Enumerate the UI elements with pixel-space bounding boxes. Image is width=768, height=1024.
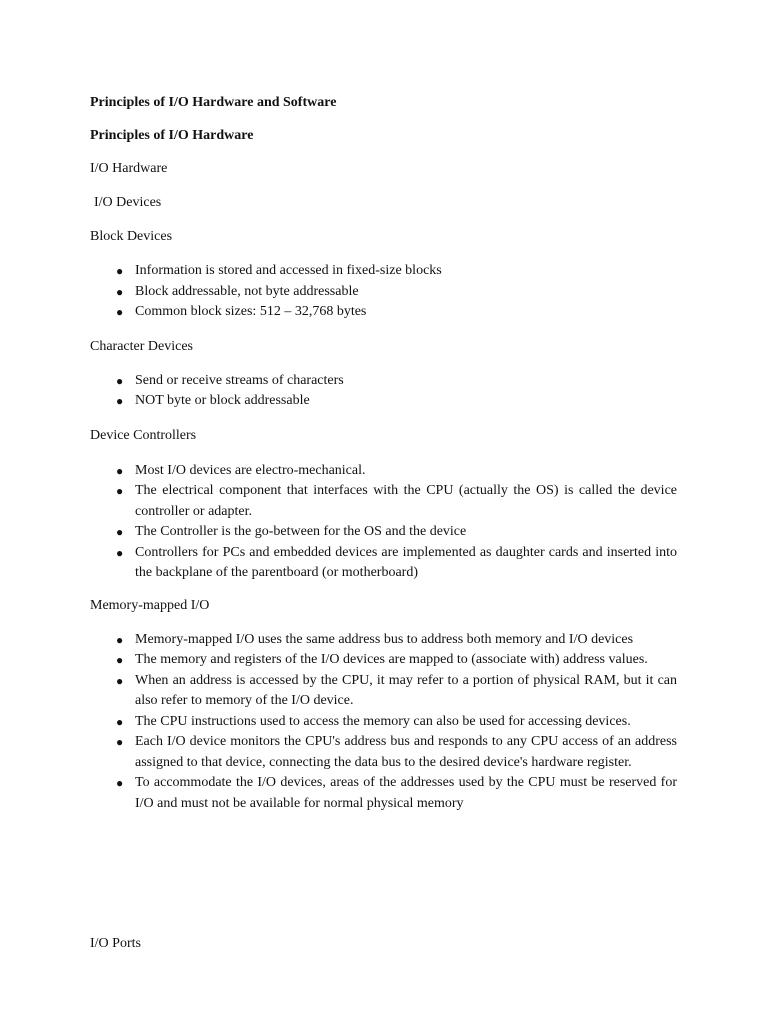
list-item-text: Each I/O device monitors the CPU's address bus and responds to any CPU access of an address assigned to that device, connecting the data bus to the desired device's hardware register. xyxy=(135,734,677,770)
bullet-icon: ● xyxy=(116,735,124,749)
io-hardware-heading: I/O Hardware xyxy=(90,161,168,176)
document-title: Principles of I/O Hardware and Software xyxy=(90,95,337,110)
bullet-icon: ● xyxy=(116,373,124,388)
list-item xyxy=(90,522,677,543)
list-item xyxy=(90,543,677,584)
list-item-text: Send or receive streams of characters xyxy=(135,372,344,388)
io-devices-heading: I/O Devices xyxy=(94,195,162,210)
list-item-text: Controllers for PCs and embedded devices are implemented as daughter cards and inserted into the backplane of the parentboard (or motherboard) xyxy=(135,544,677,580)
list-item-text: Information is stored and accessed in fixed-size blocks xyxy=(135,263,442,278)
io-ports-heading: I/O Ports xyxy=(90,936,141,951)
list-item-text: The electrical component that interfaces with the CPU (actually the OS) is called the device controller or adapter. xyxy=(135,483,677,519)
bullet-icon: ● xyxy=(116,653,124,667)
list-item xyxy=(90,302,677,323)
bullet-icon: ● xyxy=(116,714,124,729)
block-devices-list xyxy=(90,261,677,323)
bullet-icon: ● xyxy=(116,463,124,478)
list-item-text: Memory-mapped I/O uses the same address bus to address both memory and I/O devices xyxy=(135,631,634,647)
character-devices-heading: Character Devices xyxy=(90,338,193,354)
bullet-icon: ● xyxy=(116,545,124,560)
list-item xyxy=(90,773,677,814)
list-item xyxy=(90,671,677,712)
list-item-text: The Controller is the go-between for the OS and the device xyxy=(135,524,467,539)
bullet-icon: ● xyxy=(116,673,124,688)
list-item xyxy=(90,630,677,651)
bullet-icon: ● xyxy=(116,284,124,299)
list-item-text: The CPU instructions used to access the memory can also be used for accessing devices. xyxy=(135,713,631,729)
list-item xyxy=(90,732,677,773)
device-controllers-heading: Device Controllers xyxy=(90,427,197,443)
document-page xyxy=(90,94,677,814)
memory-mapped-io-list xyxy=(90,630,677,815)
list-item xyxy=(90,261,677,282)
list-item-text: When an address is accessed by the CPU, it may refer to a portion of physical RAM, but it can also refer to memory of the I/O device. xyxy=(135,672,677,708)
character-devices-list xyxy=(90,371,677,412)
list-item-text: The memory and registers of the I/O devices are mapped to (associate with) address values. xyxy=(135,652,648,667)
list-item xyxy=(90,650,677,671)
bullet-icon: ● xyxy=(116,484,124,498)
list-item xyxy=(90,282,677,303)
list-item-text: NOT byte or block addressable xyxy=(135,393,310,408)
list-item-text: Common block sizes: 512 – 32,768 bytes xyxy=(135,304,367,319)
list-item xyxy=(90,461,677,482)
bullet-icon: ● xyxy=(116,525,124,539)
block-devices-heading: Block Devices xyxy=(90,229,173,244)
list-item xyxy=(90,391,677,412)
bullet-icon: ● xyxy=(116,305,124,319)
bullet-icon: ● xyxy=(116,632,124,647)
list-item xyxy=(90,481,677,522)
list-item-text: Block addressable, not byte addressable xyxy=(135,283,359,299)
bullet-icon: ● xyxy=(116,776,124,790)
list-item-text: To accommodate the I/O devices, areas of the addresses used by the CPU must be reserved for I/O and must not be available for normal physical memory xyxy=(135,775,677,811)
list-item xyxy=(90,712,677,733)
bullet-icon: ● xyxy=(116,394,124,408)
list-item-text: Most I/O devices are electro-mechanical. xyxy=(135,462,366,478)
device-controllers-list xyxy=(90,461,677,584)
memory-mapped-io-heading: Memory-mapped I/O xyxy=(90,597,210,613)
bullet-icon: ● xyxy=(116,264,124,278)
section-title: Principles of I/O Hardware xyxy=(90,128,254,143)
list-item xyxy=(90,371,677,392)
